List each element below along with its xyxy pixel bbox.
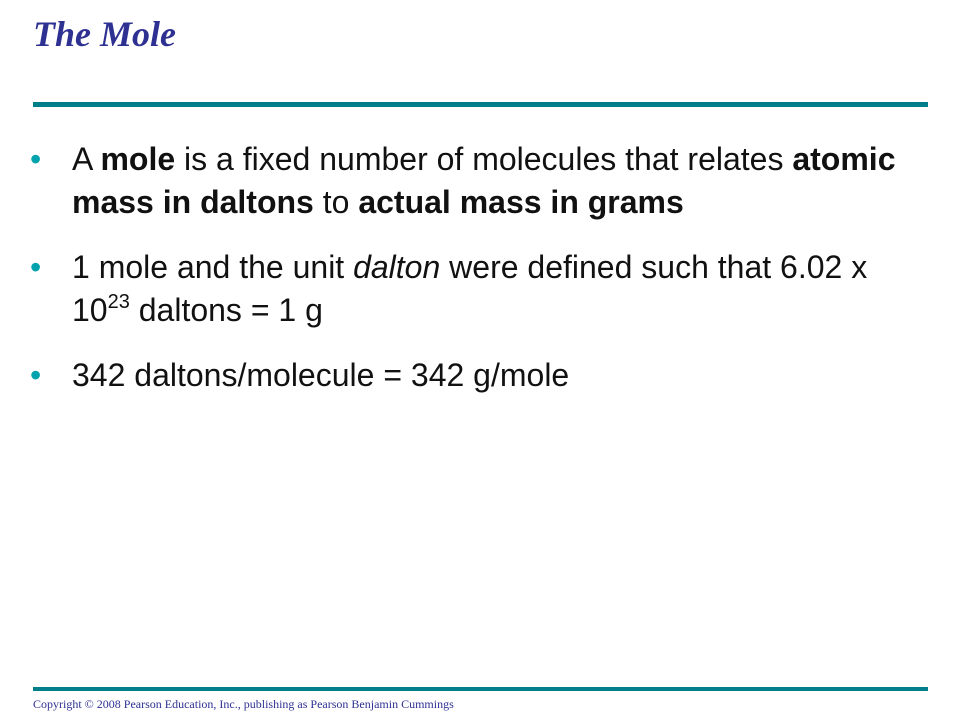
bullet-text-bold: mole xyxy=(100,141,176,177)
bullet-item-conversion xyxy=(30,354,910,397)
bullet-text: is a fixed number of molecules that relates xyxy=(175,141,793,177)
bullet-text: to xyxy=(313,184,359,220)
bullet-text-bold: actual mass in grams xyxy=(358,184,684,220)
bullet-text: A xyxy=(72,141,101,177)
bullet-text: were defined such that 6.02 x 10 xyxy=(72,249,868,328)
bullet-list xyxy=(30,138,910,419)
bullet-text: daltons = 1 g xyxy=(129,292,323,328)
bullet-dot-icon: • xyxy=(30,357,42,393)
footer-divider xyxy=(33,687,928,691)
bullet-text: 342 daltons/molecule = 342 g/mole xyxy=(72,357,570,393)
slide-title: The Mole xyxy=(33,14,176,54)
bullet-text: 1 mole and the unit xyxy=(72,249,354,285)
bullet-text-italic: dalton xyxy=(353,249,441,285)
bullet-dot-icon: • xyxy=(30,141,42,177)
bullet-item-mole-definition xyxy=(30,138,910,224)
bullet-dot-icon: • xyxy=(30,249,42,285)
title-divider xyxy=(33,102,928,107)
exponent-superscript: 23 xyxy=(107,291,130,313)
bullet-item-dalton-definition xyxy=(30,246,910,332)
bullet-text-bold: atomic mass in daltons xyxy=(72,141,896,220)
copyright-footer: Copyright © 2008 Pearson Education, Inc., publishing as Pearson Benjamin Cummings xyxy=(33,697,454,711)
